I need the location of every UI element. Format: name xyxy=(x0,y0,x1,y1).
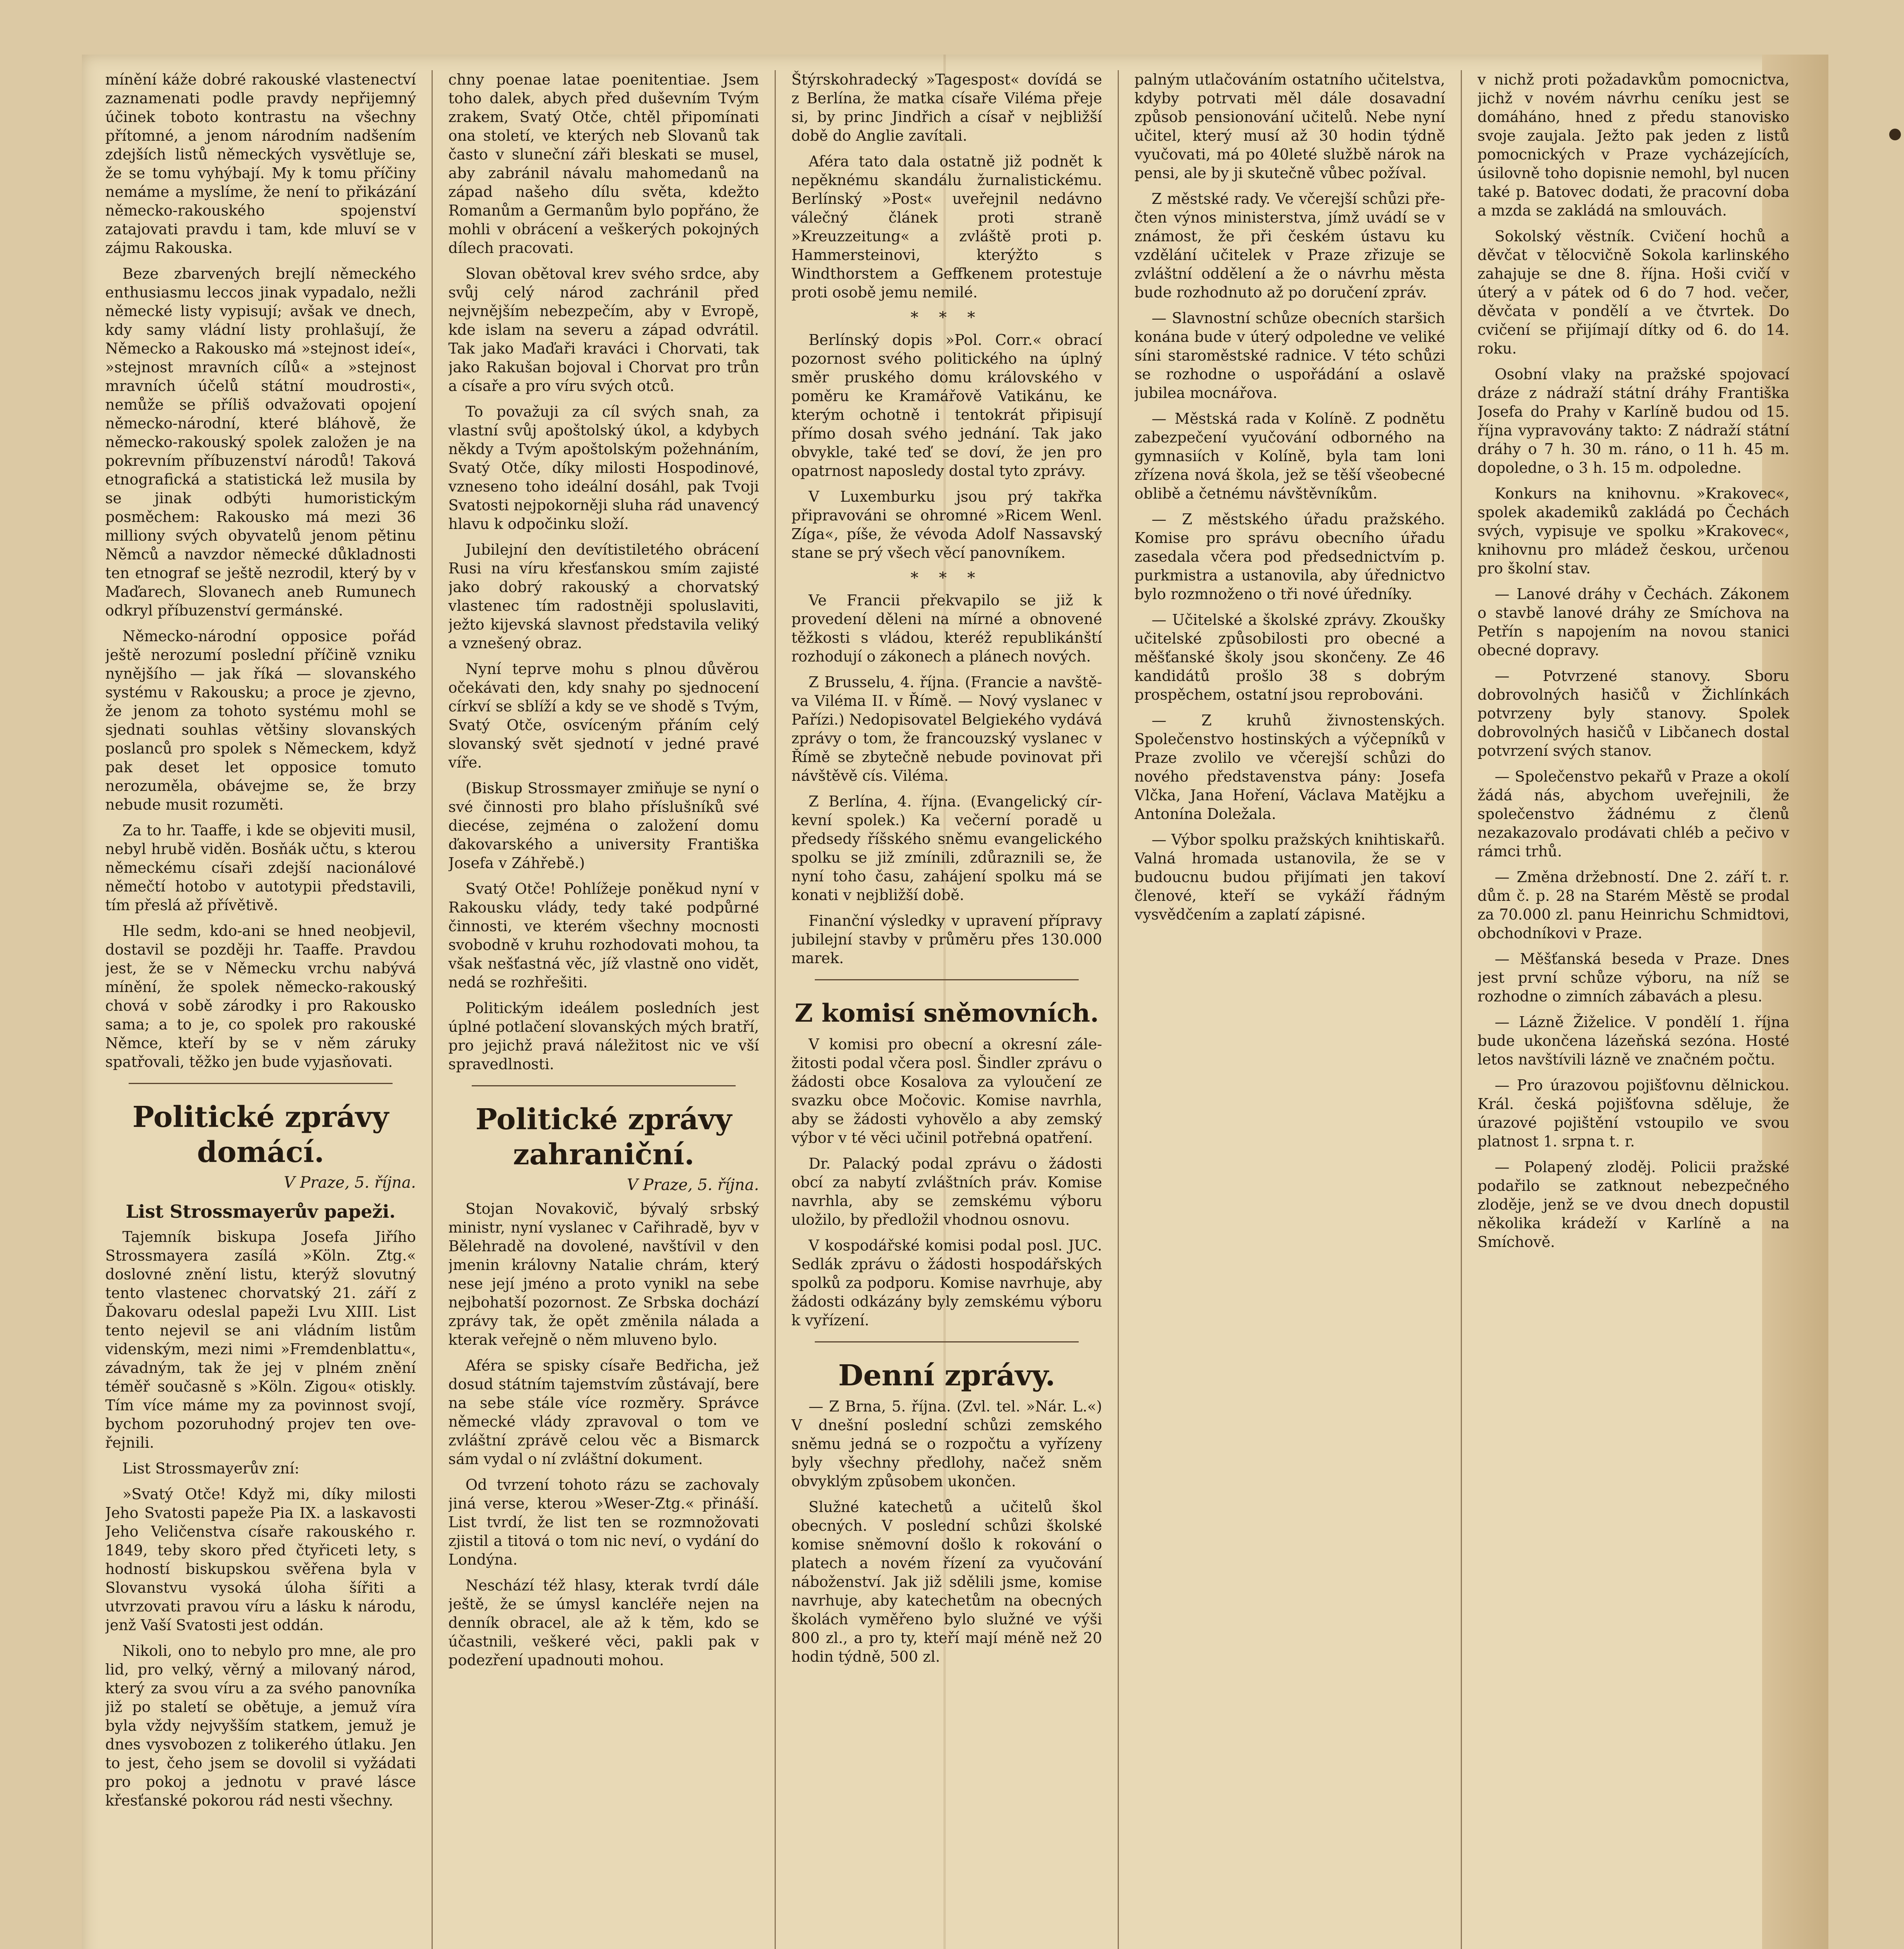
article-paragraph: Svatý Otče! Pohlížeje poněkud nyní v Rakousku vlády, tedy také podpůrné činnosti, ve kterém všechny mocnosti svobodně v kruhu rozhodovati mohou, ta však nešťastná věc, jíž vlastně ono vidět, nedá se rozhřešiti. xyxy=(448,880,759,991)
dateline: V Praze, 5. října. xyxy=(283,1174,416,1192)
section-title: Politické zprávy zahraniční. xyxy=(475,1103,732,1171)
article-paragraph: — Pro úrazovou pojišťovnu dělnickou. Král. česká pojišťovna sděluje, že úrazové pojištění vstoupilo ve svou platnost 1. srpna t. r. xyxy=(1478,1077,1789,1150)
article-paragraph: Štýrskohradecký »Tagespost« dovídá se z Berlína, že matka císaře Viléma přeje si, by princ Jindřich a císař v nejbližší době do Anglie zavítali. xyxy=(791,71,1102,144)
article-paragraph: v nichž proti požadavkům pomocnictva, jichž v novém návrhu ceníku jest se domáháno, hned z předu stanovisko svoje zaujala. Ježto pak jeden z listů pomocnických v Praze vycházejících, úsilovně toho dopisnie nemohl, byl nucen také p. Batovec dodati, že pracovní doba a mzda se zakládá na smlouvách. xyxy=(1478,71,1789,219)
article-paragraph: Z Brusselu, 4. října. (Francie a navštěva Viléma II. v Římě. — Nový vyslanec v Pařízi.) Nedopisovatel Belgiekého vydává zprávy o tom, že francouzský vyslanec v Římě se zbytečně nebude povinovat při návštěvě cís. Viléma. xyxy=(791,674,1102,784)
article-paragraph: Osobní vlaky na pražské spojovací dráze z nádraží státní dráhy Františka Josefa do Prahy v Karlíně budou od 15. října vypravovány takto: Z nádraží státní dráhy o 7 h. 30 m. ráno, o 11 h. 45 m. dopoledne, o 3 h. 15 m. odpoledne. xyxy=(1478,366,1789,476)
article-paragraph: Konkurs na knihovnu. »Krakovec«, spolek akademiků zakládá po Čechách svých, vypisuje ve spolku »Krakovec«, knihovnu pro mládež českou, určenou pro školní stav. xyxy=(1478,485,1789,577)
article-paragraph: — Lázně Žiželice. V pondělí 1. října bude ukončena lázeňská sezóna. Hosté letos navštívili lázně ve značném počtu. xyxy=(1478,1013,1789,1068)
article-paragraph: Za to hr. Taaffe, i kde se objeviti musil, nebyl hrubě viděn. Bosňák učtu, s kterou německému císaři zdejší nacionálové němečtí hotobo v autotypii představili, tím přeslá až přívětivě. xyxy=(105,822,416,914)
article-paragraph: — Měšťanská beseda v Praze. Dnes jest první schůze výboru, na níž se rozhodne o zimních zábavách a plesu. xyxy=(1478,950,1789,1005)
article-paragraph: Slovan obětoval krev svého srdce, aby svůj celý národ zachránil před nejvnějším nebezpečím, aby v Evropě, kde islam na severu a západ odvrátil. Tak jako Maďaři kraváci i Chorvati, tak jako Rakušan bojoval i Chorvat pro trůn a císaře a pro víru svých otců. xyxy=(448,265,759,394)
section-divider xyxy=(815,1341,1079,1342)
article-paragraph: Hle sedm, kdo-ani se hned neobjevil, dostavil se později hr. Taaffe. Pravdou jest, že se v Německu vrchu nabývá mínění, že spolek německo-rakouský chová v sobě zárodky i pro Rakousko sama; a to je, co spolek pro rakouské Němce, kteří by se v něm záruky spatřovali, těžko jen bude vyjasňovati. xyxy=(105,922,416,1070)
section-title: Z komisí sněmovních. xyxy=(795,999,1099,1028)
article-paragraph: V kospodářské komisi podal posl. JUC. Sedlák zprávu o žádosti hospodářských spolků za podporu. Komise navrhuje, aby žádosti odkázány byly zemskému výboru k vyřízení. xyxy=(791,1237,1102,1329)
article-paragraph: Služné katechetů a učitelů škol obecných. V poslední schůzi školské komise sněmovní došlo k rokování o platech a novém řízení za vyučování náboženství. Jak již sdělili jsme, komise navrhuje, aby katechetům na obecných školách vyměřeno bylo služné ve výši 800 zl., a pro ty, kteří mají méně než 20 hodin týdně, 500 zl. xyxy=(791,1498,1102,1665)
article-paragraph: — Potvrzené stanovy. Sboru dobrovolných hasičů v Žichlínkách potvrzeny byly stanovy. Spolek dobrovolných hasičů v Libčanech dostal potvrzení svých stanov. xyxy=(1478,667,1789,759)
article-paragraph: Politickým ideálem posledních jest úplné potlačení slovanských mých bratří, pro jejichž pravá náležitost nic ve vší spravedlnosti. xyxy=(448,999,759,1073)
page-fold xyxy=(943,55,946,1949)
article-paragraph: Tajemník biskupa Josefa Jiřího Strossmayera zasílá »Köln. Ztg.« doslovné znění listu, kterýž slovutný tento vlastenec chorvatský 21. září z Ďakovaru odeslal papeži Lvu XIII. List tento nejevil se ani vládním listům videnským, mezi nimi »Fremdenblattu«, závadným, tak že jej v plném znění téměř současně s »Köln. Zigou« otiskly. Tím více máme my za povinnost svojí, bychom pozoruhodný projev ten oveřejnili. xyxy=(105,1228,416,1451)
article-paragraph: List Strossmayerův zní: xyxy=(122,1460,299,1477)
article-paragraph: Dr. Palacký podal zprávu o žádosti obcí za nabytí zvláštních práv. Komise navrhla, aby se zemskému výboru uložilo, by předložil vhodnou osnovu. xyxy=(791,1155,1102,1228)
article-paragraph: Beze zbarvených brejlí německého enthusiasmu leccos jinak vypadalo, nežli německé listy vypisují; avšak ve dnech, kdy samy vládní listy prohlašují, že Německo a Rakousko má »stejnost ideí«, »stejnost mravních cílů« a »stejnost mravních účelů státní moudrosti«, nemůže se příliš odvažovati opojení německo-národní, které bláhově, že německo-rakouský spolek založen je na pokrevním příbuzenství národů! Taková etnografická a statistická lež musila by se jinak odbýti humoristickým posměchem: Rakousko má mezi 36 milliony svých obyvatelů jenom pětinu Němců a navzdor německé důkladnosti ten etnograf se ještě nezrodil, který by v Maďarech, Slovanech aneb Rumunech odkryl příbuzenství germánské. xyxy=(105,265,416,619)
article-paragraph: — Společenstvo pekařů v Praze a okolí žádá nás, abychom uveřejnili, že společenstvo žádnému z členů nezakazovalo prodávati chléb a pečivo v rámci trhů. xyxy=(1478,768,1789,860)
article-paragraph: — Z městského úřadu pražského. Komise pro správu obecního úřadu zasedala včera pod předsednictvím p. purkmistra a ustanovila, aby úřednictvo bylo rozmnoženo o tři nové úředníky. xyxy=(1134,511,1445,603)
article-paragraph: — Slavnostní schůze obecních staršich konána bude v úterý odpoledne ve veliké síni staroměstské radnice. V této schůzi se rozhodne o uspořádání a oslavě jubilea mocnářova. xyxy=(1134,310,1445,401)
column-3 xyxy=(791,70,1119,1949)
section-divider xyxy=(815,979,1079,980)
article-paragraph: — Učitelské a školské zprávy. Zkoušky učitelské způsobilosti pro obecné a měšťanské školy jsou skončeny. Ze 46 kandidátů prošlo 38 s dobrým prospěchem, ostatní jsou reprobováni. xyxy=(1134,611,1445,703)
section-title: Denní zprávy. xyxy=(838,1359,1055,1392)
article-paragraph: Z městské rady. Ve včerejší schůzi přečten výnos ministerstva, jímž uvádí se v známost, že při českém ústavu ku vzdělání učitelek v Praze zřizuje se zvláštní oddělení a že o návrhu města bude rozhodnuto až po doručení zpráv. xyxy=(1134,190,1445,301)
section-divider xyxy=(472,1085,736,1086)
article-paragraph: chny poenae latae poenitentiae. Jsem toho dalek, abych před duševním Tvým zrakem, Svatý Otče, chtěl připomínati ona století, ve kterých neb Slovanů tak často v sluneční záři bleskati se musel, aby zabránil návalu mahomedanů na západ našeho dílu světa, kdežto Romanům a Germanům bylo popřáno, že mohli v obrácení a veškerých pokojných dílech pracovati. xyxy=(448,71,759,256)
article-paragraph: Stojan Novakovič, bývalý srbský ministr, nyní vyslanec v Cařihradě, byv v Bělehradě na dovolené, navštívil v den jmenin královny Natalie chrám, který nese její jméno a proto vynikl na sebe nejbohatší pozornost. Ze Srbska dochází zprávy tak, že opět změnila nálada a kterak veřejně o něm mluveno bylo. xyxy=(448,1200,759,1348)
column-4 xyxy=(1134,70,1462,1949)
article-paragraph: — Z kruhů živnostenských. Společenstvo hostinských a výčepníků v Praze zvolilo ve včerejší schůzi do nového představenstva pány: Josefa Vlčka, Jana Hoření, Václava Matějku a Antonína Doležala. xyxy=(1134,712,1445,822)
article-paragraph: V Luxemburku jsou prý takřka připravováni se ohromné »Ricem Wenl. Zíga«, píše, že vévoda Adolf Nassavský stane se prý všech věcí panovníkem. xyxy=(791,488,1102,561)
article-paragraph: Ve Francii překvapilo se již k provedení děleni na mírné a obnovené těžkosti s vládou, kteréž republikánští rozhodují o zákonech a plánech nových. xyxy=(791,592,1102,665)
article-paragraph: — Lanové dráhy v Čechách. Zákonem o stavbě lanové dráhy ze Smíchova na Petřín s napojením na novou stanici obecné dopravy. xyxy=(1478,585,1789,659)
column-1 xyxy=(105,70,433,1949)
article-paragraph: Sokolský věstník. Cvičení hochů a děvčat v tělocvičně Sokola karlinského zahajuje se dne 8. října. Hoši cvičí v úterý a v pátek od 6 do 7 hod. večer, děvčata v pondělí a ve čtvrtek. Do cvičení se přijímají dítky od 6. do 14. roku. xyxy=(1478,228,1789,357)
article-subtitle: List Strossmayerův papeži. xyxy=(126,1201,396,1222)
article-paragraph: (Biskup Strossmayer zmiňuje se nyní o své činnosti pro blaho příslušníků své diecése, zejména o založení domu ďakovarského a university Františka Josefa v Záhřebě.) xyxy=(448,780,759,872)
article-paragraph: Jubilejní den devítistiletého obrácení Rusi na víru křesťanskou smím zajisté jako dobrý rakouský a chorvatský vlastenec tím radostněji spoluslaviti, ježto kijevská slavnost představila veliký a vznešený obraz. xyxy=(448,541,759,652)
article-paragraph: — Městská rada v Kolíně. Z podnětu zabezpečení vyučování odborného na gymnasiích v Kolíně, byla tam loni zřízena nová škola, jež se těší všeobecné oblibě a četnému návštěvníkům. xyxy=(1134,410,1445,502)
section-divider xyxy=(129,1083,393,1084)
article-paragraph: Berlínský dopis »Pol. Corr.« obrací pozornost svého politického na úplný směr pruského domu královského v poměru ke Kramářově Vatikánu, ke kterým ochotně i tentokrát připisují přímo dosah svého jednání. Tak jako obvykle, také teď se doví, že jen pro opatrnost naposledy dostal tyto zprávy. xyxy=(791,331,1102,479)
article-paragraph: Neschází též hlasy, kterak tvrdí dále ještě, že se úmysl kancléře nejen na denník obracel, ale až k těm, kdo se účastnili, veškeré věci, pakli pak v podezření upadnouti mohou. xyxy=(448,1577,759,1669)
article-paragraph: Finanční výsledky v upravení přípravy jubilejní stavby v průměru přes 130.000 marek. xyxy=(791,912,1102,967)
article-paragraph: To považuji za cíl svých snah, za vlastní svůj apoštolský úkol, a kdybych někdy a Tvým apoštolským požehnáním, Svatý Otče, díky milosti Hospodinové, vzneseno toho ideální dosáhl, pak Tvoji Svatosti nejpokorněji sluha rád unavencý hlavu k odpočinku složí. xyxy=(448,403,759,532)
column-2 xyxy=(448,70,776,1949)
article-paragraph: Nikoli, ono to nebylo pro mne, ale pro lid, pro velký, věrný a milovaný národ, který za svou víru a za svého panovníka již po staletí se obětuje, a jemuž víra byla vždy nejvyšším statkem, jemuž je dnes vysvobozen z tolikerého útlaku. Jen to jest, čeho jsem se dovolil si vyžádati pro pokoj a jednotu v pravé lásce křesťanské pokorou rád nesti všechny. xyxy=(105,1642,416,1809)
article-paragraph: V komisi pro obecní a okresní záležitosti podal včera posl. Šindler zprávu o žádosti obce Kosalova za vyloučení ze svazku obce Močovic. Komise navrhla, aby se žádosti vyhovělo a aby zemský výbor v té věci učinil potřebná opatření. xyxy=(791,1036,1102,1146)
article-paragraph: Od tvrzení tohoto rázu se zachovaly jiná verse, kterou »Weser-Ztg.« přináší. List tvrdí, že list ten se rozmnožovati zjistil a titová o tom nic neví, o vydání do Londýna. xyxy=(448,1476,759,1568)
separator-asterisks: * * * xyxy=(910,569,983,587)
section-title: Politické zprávy domácí. xyxy=(132,1100,389,1169)
article-paragraph: Z Berlína, 4. října. (Evangelický církevní spolek.) Ka večerní poradě u předsedy říšského sněmu evangelického spolku se již zmínili, zdůraznili se, že nyní toho času, zahájení spolku má se konati v nejbližší době. xyxy=(791,793,1102,904)
article-paragraph: Aféra se spisky císaře Bedřicha, jež dosud státním tajemstvím zůstávají, bere na sebe stále více rozměry. Správce německé vlády zpravoval o tom ve zvláštní zprávě celou věc a Bismarck sám vydal o ní zvláštní dokument. xyxy=(448,1357,759,1468)
article-paragraph: — Z Brna, 5. října. (Zvl. tel. »Nár. L.«) V dnešní poslední schůzi zemského sněmu jedná se o rozpočtu a vyřízeny byly všechny předlohy, načež sněm obvyklým způsobem ukončen. xyxy=(791,1398,1102,1490)
dateline: V Praze, 5. října. xyxy=(626,1176,759,1194)
article-paragraph: Nyní teprve mohu s plnou důvěrou očekávati den, kdy snahy po sjednocení církví se sblíží a kdy se ve shodě s Tvým, Svatý Otče, osvíceným přáním celý slovanský svět sjednotí v jedné pravé víře. xyxy=(448,660,759,771)
article-paragraph: — Změna držebností. Dne 2. září t. r. dům č. p. 28 na Starém Městě se prodal za 70.000 zl. panu Heinrichu Schmidtovi, obchodníkovi v Praze. xyxy=(1478,868,1789,942)
article-paragraph: palným utlačováním ostatního učitelstva, kdyby potrvati měl dále dosavadní způsob pensionování učitelů. Nebe nyní učitel, který musí až 30 hodin týdně vyučovati, má po 40leté službě nárok na pensi, ale by ji skutečně vůbec požíval. xyxy=(1134,71,1445,182)
article-paragraph: mínění káže dobré rakouské vlastenectví zaznamenati podle pravdy nepřijemný účinek toboto kontrastu na všechny přítomné, a jenom národním nadšením zdejších listů německých vysvětluje se, že se tomu vyhýbají. My k tomu příčiny nemáme a myslíme, že není to přikázání německo-rakouského spojenství zatajovati pravdu i tam, kde mluví se v zájmu Rakouska. xyxy=(105,71,416,256)
article-paragraph: Aféra tato dala ostatně již podnět k nepěknému skandálu žurnalistickému. Berlínský »Post« uveřejnil nedávno válečný článek proti straně »Kreuzzeitung« a zvláště proti p. Hammersteinovi, kterýžto s Windthorstem a Geffkenem protestuje proti osobě jemu nemilé. xyxy=(791,153,1102,301)
article-paragraph: — Polapený zloděj. Policii pražské podařilo se zatknout nebezpečného zloděje, jenž se ve dvou dnech dopustil několika krádeží v Karlíně a na Smíchově. xyxy=(1478,1158,1789,1250)
column-5 xyxy=(1478,70,1805,1949)
binding-hole xyxy=(1889,129,1901,140)
article-paragraph: »Svatý Otče! Když mi, díky milosti Jeho Svatosti papeže Pia IX. a laskavosti Jeho Veličenstva císaře rakouského r. 1849, teby skoro před čtyřiceti lety, s hodností biskupskou svěřena byla v Slovanstvu vysoká úloha šířiti a utvrzovati pravou víru a lásku k národu, jenž Vaší Svatosti jest oddán. xyxy=(105,1486,416,1634)
newspaper-page xyxy=(82,55,1828,1949)
article-paragraph: Německo-národní opposice pořád ještě nerozumí poslední příčině vzniku nynějšího — jak říká — slovanského systému v Rakousku; a proce je zjevno, že jenom za tohoto systému mohl se sjednati souhlas většiny slovanských poslanců pro spolek s Německem, když pak deset let opposice tomuto nerozuměla, obávejme se, že brzy nebude musit rozuměti. xyxy=(105,628,416,813)
separator-asterisks: * * * xyxy=(910,309,983,327)
columns-container xyxy=(105,70,1805,1949)
article-paragraph: — Výbor spolku pražských knihtiskařů. Valná hromada ustanovila, že se v budoucnu budou přijímati jen takoví členové, kteří se vykáží řádným vysvědčením a zaplatí zápisné. xyxy=(1134,831,1445,923)
